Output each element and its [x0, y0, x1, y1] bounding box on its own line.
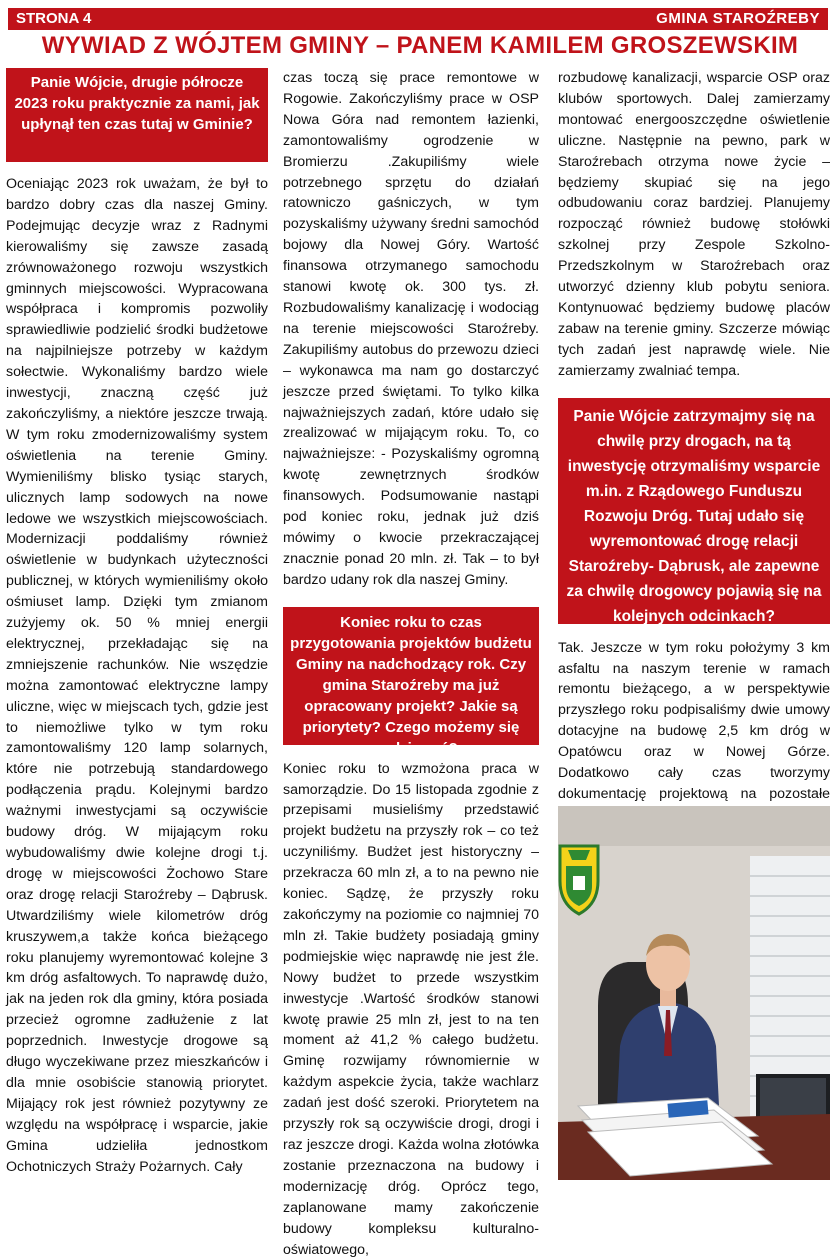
mayor-photo-illustration: [558, 806, 830, 1180]
column-1-text: Oceniając 2023 rok uważam, że był to bardzo dobry czas dla naszej Gminy. Podejmując decyzje wraz z Radnymi kierowaliśmy się zawsze zasadą zrównoważonego rozwoju wszystkich gminnych miejscowości. Wypracowana współpraca i kompromis pozwoliły sprawiedliwie podzielić środki budżetowe na najpilniejsze potrzeby w każdym sołectwie. Wykonaliśmy bardzo wiele inwestycji, znaczną część już zakończyliśmy, a niektóre jeszcze trwają. W tym roku zmodernizowaliśmy system oświetlenia na terenie Gminy. Wymieniliśmy blisko tysiąc starych, ulicznych lamp sodowych na nowe ledowe we wszystkich miejscowościach. Modernizacji poddaliśmy również oświetlenie w budynkach użyteczności publicznej, w których wymieniliśmy około ośmiuset lamp. Dzięki tym zmianom zużyjemy ok. 50 % mniej energii elektrycznej, przekładając się na zmniejszenie rachunków. Nie wszędzie można zamontować elektryczne lampy uliczne, więc w miejscach tych, gdzie jest to niemożliwe tylko w tym roku zamontowaliśmy 120 lamp solarnych, które nie potrzebują standardowego podłączenia prądu. Kolejnymi bardzo ważnymi inwestycjami są oczywiście budowy dróg. W mijającym roku wybudowaliśmy dwie kolejne drogi t.j. drogę w miejscowości Żochowo Stare oraz drogę relacji Staroźreby – Dąbrusk. Utwardziliśmy wiele kilometrów dróg kruszywem,a także końca bieżącego roku planujemy wyremontować kolejne 3 km dróg asfaltowych. To naprawdę dużo, jak na jeden rok dla gminy, która posiada przecież ogromne zadłużenie z lat poprzednich. Inwestycje drogowe są długo wyczekiwane przez mieszkańców i dla mnie osobiście stanowią priorytet. Mijający rok jest również pozytywny ze względu na współpracę i wsparcie, jakie Gmina udzieliła jednostkom Ochotniczych Straży Pożarnych. Cały: [6, 176, 268, 1175]
column-3-text: rozbudowę kanalizacji, wsparcie OSP oraz klubów sportowych. Dalej zamierzamy montować energooszczędne oświetlenie uliczne. Następnie na pewno, park w Staroźrebach otrzyma nowe życie – będziemy skupiać się na jego odbudowaniu coraz bardziej. Planujemy rozpocząć również budowę stołówki szkolnej przy Zespole Szkolno-Przedszkolnym w Staroźrebach oraz utworzyć dzienny klub pobytu seniora. Kontynuować będziemy budowę placów zabaw na terenie gminy. Szczerze mówiąc tych zadań jest naprawdę wiele. Nie zamierzamy zwalniać tempa.: [558, 70, 830, 379]
column-2b-text: Koniec roku to wzmożona praca w samorządzie. Do 15 listopada zgodnie z przepisami musieliśmy przedstawić projekt budżetu na przyszły rok – co też uczyniliśmy. Budżet jest historyczny – przekracza 60 mln zł, a to na pewno nie koniec. Sądzę, że przyszły roku zakończymy na poziomie co najmniej 70 mln zł. Takie budżety posiadają gminy podmiejskie więc naprawdę nie jest źle. Nowy budżet to przede wszystkim inwestycje .Wartość środków stanowi kwotę prawie 25 mln zł, jest to na ten moment aż 41,2 % całego budżetu. Gminę rozwijamy równomiernie w każdym aspekcie życia, także wachlarz zadań jest dość szeroki. Priorytetem na przyszły rok są oczywiście drogi, drogi i raz jeszcze drogi. Każda wolna złotówka zostanie przeznaczona na budowy i modernizację dróg. Oprócz tego, zaplanowane mamy zakończenie budowy kompleksu kulturalno-oświatowego,: [283, 760, 539, 1258]
column-2: [283, 68, 539, 1260]
gmina-label: GMINA STAROŹREBY: [656, 10, 820, 27]
question-3: Panie Wójcie zatrzymajmy się na chwilę przy drogach, na tą inwestycję otrzymaliśmy wsparcie m.in. z Rządowego Funduszu Rozwoju Dróg. Tutaj udało się wyremontować drogę relacji Staroźreby- Dąbrusk, ale zapewne za chwilę drogowcy pojawią się na kolejnych odcinkach?: [558, 398, 830, 624]
page-number-label: STRONA 4: [16, 10, 92, 27]
column-3: [558, 68, 830, 826]
mayor-photo: [558, 806, 830, 1180]
question-2: Koniec roku to czas przygotowania projektów budżetu Gminy na nadchodzący rok. Czy gmina Staroźreby ma już opracowany projekt? Jakie są priorytety? Czego możemy się spodziewać?: [283, 607, 539, 745]
coat-of-arms-icon: [560, 846, 598, 914]
page-header-bar: [8, 8, 828, 30]
column-3b-text: Tak. Jeszcze w tym roku położymy 3 km asfaltu na naszym terenie w ramach remontu bieżącego, a w perspektywie przyszłego roku podpisaliśmy dwie umowy dotacyjne na budowę 2,5 km dróg w Opatówcu oraz w Nowej Górze. Dodatkowo cały czas tworzymy dokumentację projektową na pozostałe: [558, 639, 830, 802]
headline: WYWIAD Z WÓJTEM GMINY – PANEM KAMILEM GROSZEWSKIM: [41, 32, 799, 59]
column-2-text: czas toczą się prace remontowe w Rogowie. Zakończyliśmy prace w OSP Nowa Góra nad remontem łazienki, zamontowaliśmy ogrodzenie w Bromierzu .Zakupiliśmy wiele potrzebnego sprzętu do działań ratowniczo gaśniczych, w tym pozyskaliśmy używany średni samochód bojowy dla Nowej Góry. Wartość finansowa otrzymanego samochodu stanowi kwotę ok. 300 tys. zł. Rozbudowaliśmy kanalizację i wodociąg na terenie miejscowości Staroźreby. Zakupiliśmy autobus do przewozu dzieci – wykonawca ma nam go dostarczyć jeszcze przed świętami. To tylko kilka najważniejszych zadań, które udało się zrealizować w mijającym roku. To, co najważniejsze: - Pozyskaliśmy ogromną kwotę zewnętrznych środków finansowych. Podsumowanie nastąpi pod koniec roku, jednak już dziś mówimy o kwocie przekraczającej znacznie ponad 20 mln. zł. Tak – to był bardzo udany rok dla naszej Gminy.: [283, 70, 539, 588]
column-1: [6, 68, 268, 1178]
question-1: Panie Wójcie, drugie półrocze 2023 roku praktycznie za nami, jak upłynął ten czas tutaj w Gminie?: [6, 68, 268, 162]
